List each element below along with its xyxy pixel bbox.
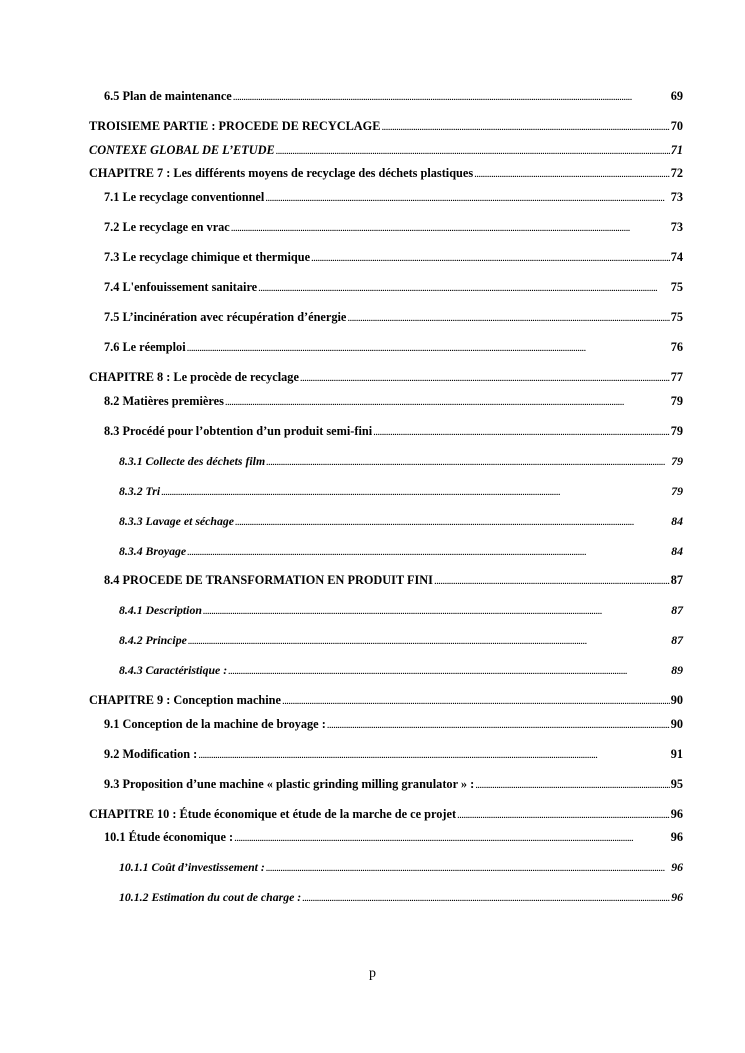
toc-entry-title: 10.1 Étude économique : (104, 830, 234, 844)
toc-dot-leader (457, 808, 670, 823)
toc-entry-title: 9.2 Modification : (104, 747, 198, 761)
toc-entry-page-number: 87 (670, 573, 683, 587)
toc-entry[interactable] (89, 807, 683, 823)
toc-entry-title: 8.3.2 Tri (119, 484, 161, 498)
toc-entry-page-number: 90 (670, 693, 683, 707)
toc-entry-page-number: 75 (670, 310, 683, 324)
toc-dot-leader (225, 395, 670, 410)
toc-entry-title: CONTEXE GLOBAL DE L’ETUDE (89, 143, 275, 157)
toc-entry-page-number: 79 (671, 454, 683, 468)
toc-entry[interactable] (104, 573, 683, 589)
toc-entry-page-number: 73 (670, 220, 683, 234)
toc-entry-page-number: 79 (670, 424, 683, 438)
toc-entry[interactable] (89, 693, 683, 709)
toc-entry[interactable] (104, 747, 683, 763)
toc-entry[interactable] (119, 514, 683, 530)
toc-entry-title: 9.1 Conception de la machine de broyage : (104, 717, 326, 731)
toc-dot-leader (282, 694, 670, 709)
toc-dot-leader (258, 281, 670, 296)
toc-entry[interactable] (119, 454, 683, 470)
toc-dot-leader (187, 341, 670, 356)
toc-entry-title: 8.3.1 Collecte des déchets film (119, 454, 266, 468)
toc-entry[interactable] (89, 166, 683, 182)
toc-entry-title: CHAPITRE 7 : Les différents moyens de recyclage des déchets plastiques (89, 166, 474, 180)
toc-entry-title: 8.3.4 Broyage (119, 544, 187, 558)
toc-entry-page-number: 70 (670, 119, 683, 133)
toc-entry-page-number: 69 (670, 89, 683, 103)
toc-entry[interactable] (104, 830, 683, 846)
toc-dot-leader (266, 455, 670, 470)
toc-entry[interactable] (119, 860, 683, 876)
toc-entry-title: 8.4 PROCEDE DE TRANSFORMATION EN PRODUIT FINI (104, 573, 433, 587)
toc-entry-page-number: 91 (670, 747, 683, 761)
toc-dot-leader (311, 251, 670, 266)
toc-dot-leader (300, 371, 670, 386)
toc-entry-title: 7.2 Le recyclage en vrac (104, 220, 230, 234)
toc-entry-page-number: 96 (671, 860, 683, 874)
toc-entry-page-number: 72 (670, 166, 683, 180)
toc-dot-leader (233, 90, 670, 105)
toc-entry-title: 8.2 Matières premières (104, 394, 224, 408)
toc-entry-title: CHAPITRE 10 : Étude économique et étude de la marche de ce projet (89, 807, 457, 821)
toc-entry[interactable] (104, 424, 683, 440)
toc-entry[interactable] (104, 250, 683, 266)
toc-entry-page-number: 77 (670, 370, 683, 384)
toc-entry-page-number: 96 (670, 807, 683, 821)
toc-entry[interactable] (104, 310, 683, 326)
toc-dot-leader (231, 221, 670, 236)
toc-entry[interactable] (119, 633, 683, 649)
toc-entry-title: 7.5 L’incinération avec récupération d’énergie (104, 310, 347, 324)
toc-dot-leader (373, 425, 670, 440)
toc-dot-leader (381, 120, 669, 135)
toc-entry[interactable] (104, 340, 683, 356)
toc-dot-leader (265, 191, 669, 206)
toc-entry-page-number: 74 (670, 250, 683, 264)
toc-entry[interactable] (119, 484, 683, 500)
toc-entry-title: 7.6 Le réemploi (104, 340, 186, 354)
toc-dot-leader (327, 718, 670, 733)
toc-entry-title: 8.4.2 Principe (119, 633, 187, 647)
toc-entry[interactable] (104, 220, 683, 236)
toc-entry[interactable] (119, 663, 683, 679)
toc-entry-title: CHAPITRE 8 : Le procède de recyclage (89, 370, 299, 384)
toc-dot-leader (302, 891, 670, 906)
toc-entry[interactable] (89, 143, 683, 159)
toc-entry-title: 9.3 Proposition d’une machine « plastic grinding milling granulator » : (104, 777, 475, 791)
toc-entry[interactable] (104, 717, 683, 733)
toc-entry-title: 8.4.1 Description (119, 603, 202, 617)
page-number: p (369, 966, 376, 981)
toc-entry[interactable] (104, 190, 683, 206)
toc-dot-leader (234, 831, 670, 846)
toc-dot-leader (276, 144, 670, 159)
toc-entry-title: 8.4.3 Caractéristique : (119, 663, 228, 677)
toc-entry-page-number: 96 (671, 890, 683, 904)
toc-entry-page-number: 96 (670, 830, 683, 844)
toc-entry-page-number: 79 (671, 484, 683, 498)
toc-entry-title: 8.3 Procédé pour l’obtention d’un produit semi-fini (104, 424, 373, 438)
toc-entry-page-number: 84 (671, 514, 683, 528)
toc-entry-page-number: 71 (670, 143, 683, 157)
toc-dot-leader (347, 311, 669, 326)
toc-entry[interactable] (104, 394, 683, 410)
toc-dot-leader (228, 664, 670, 679)
toc-dot-leader (266, 861, 670, 876)
toc-entry[interactable] (89, 370, 683, 386)
toc-entry[interactable] (104, 777, 683, 793)
toc-entry-title: CHAPITRE 9 : Conception machine (89, 693, 281, 707)
toc-dot-leader (474, 167, 670, 182)
toc-entry[interactable] (119, 890, 683, 906)
toc-entry-title: 10.1.2 Estimation du cout de charge : (119, 890, 302, 904)
toc-entry-title: 7.1 Le recyclage conventionnel (104, 190, 265, 204)
toc-dot-leader (434, 574, 670, 589)
toc-entry-title: TROISIEME PARTIE : PROCEDE DE RECYCLAGE (89, 119, 381, 133)
toc-entry-page-number: 76 (670, 340, 683, 354)
toc-entry-title: 7.3 Le recyclage chimique et thermique (104, 250, 311, 264)
toc-entry-title: 10.1.1 Coût d’investissement : (119, 860, 265, 874)
toc-entry-page-number: 90 (670, 717, 683, 731)
toc-entry-page-number: 89 (671, 663, 683, 677)
toc-dot-leader (198, 748, 669, 763)
toc-entry-page-number: 95 (670, 777, 683, 791)
toc-dot-leader (203, 604, 670, 619)
toc-dot-leader (235, 515, 670, 530)
toc-dot-leader (188, 634, 670, 649)
toc-entry-title: 8.3.3 Lavage et séchage (119, 514, 234, 528)
toc-entry-title: 6.5 Plan de maintenance (104, 89, 232, 103)
toc-dot-leader (475, 778, 670, 793)
toc-entry-page-number: 84 (671, 544, 683, 558)
toc-entry-page-number: 73 (670, 190, 683, 204)
toc-entry-page-number: 79 (670, 394, 683, 408)
toc-entry-page-number: 87 (671, 633, 683, 647)
toc-entry[interactable] (104, 280, 683, 296)
toc-entry-page-number: 75 (670, 280, 683, 294)
toc-entry-title: 7.4 L'enfouissement sanitaire (104, 280, 258, 294)
toc-dot-leader (187, 545, 670, 560)
toc-entry[interactable] (119, 544, 683, 560)
toc-entry-page-number: 87 (671, 603, 683, 617)
toc-dot-leader (161, 485, 670, 500)
toc-entry[interactable] (104, 89, 683, 105)
toc-entry[interactable] (119, 603, 683, 619)
toc-entry[interactable] (89, 119, 683, 135)
